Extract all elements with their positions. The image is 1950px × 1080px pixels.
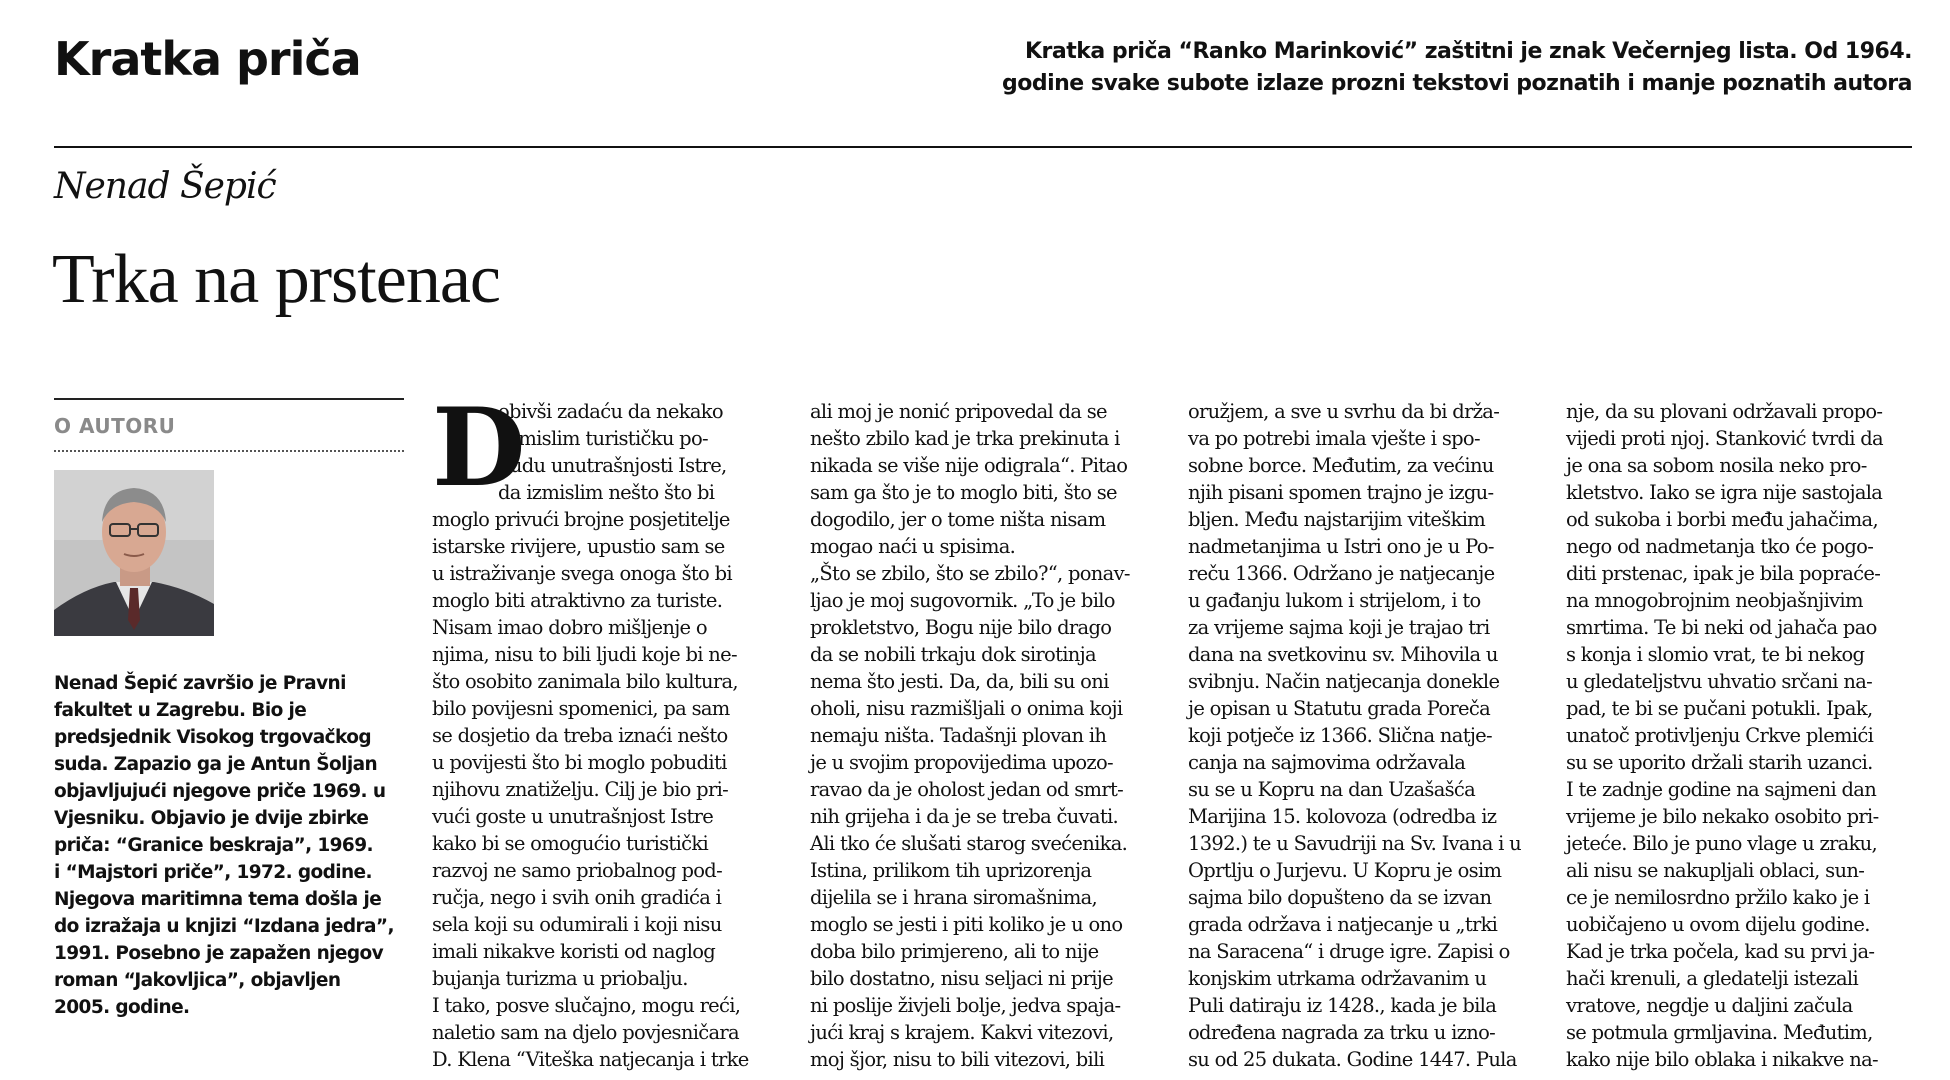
text-line: naletio sam na djelo povjesničara [432,1021,739,1044]
text-line: 1392.) te u Savudriji na Sv. Ivana i u [1188,832,1522,855]
text-line: jući kraj s krajem. Kakvi vitezovi, [810,1021,1114,1044]
text-line: jeteće. Bilo je puno vlage u zraku, [1566,832,1878,855]
column-body [432,385,782,1073]
bio-line: 2005. godine. [54,997,190,1018]
bio-line: 1991. Posebno je zapažen njegov [54,943,384,964]
dotted-divider [54,450,404,452]
description-line: godine svake subote izlaze prozni tekstovi poznatih i manje poznatih autora [1001,71,1912,96]
text-line: ni poslije živjeli bolje, jedva spaja- [810,994,1121,1017]
drop-cap: D [432,385,525,511]
text-line: oholi, nisu razmišljali o onima koji [810,697,1123,720]
text-line: istarske rivijere, upustio sam se [432,535,725,558]
bio-line: priča: “Granice beskraja”, 1969. [54,835,373,856]
article-column-3 [1188,398,1538,1073]
text-line: nemaju ništa. Tadašnji plovan ih [810,724,1107,747]
bio-line: suda. Zapazio ga je Antun Šoljan [54,754,378,775]
text-line: od sukoba i borbi među jahačima, [1566,508,1878,531]
text-line: svibnju. Način natjecanja donekle [1188,670,1500,693]
text-line: ali moj je nonić pripovedal da se [810,400,1107,423]
text-line: D. Klena “Viteška natjecanja i trke [432,1048,749,1071]
section-title: Kratka priča [54,32,361,86]
text-line: što osobito zanimala bilo kultura, [432,670,738,693]
text-line: imali nikakve koristi od naglog [432,940,716,963]
text-line: pad, te bi se pučani potukli. Ipak, [1566,697,1873,720]
author-photo [54,470,214,636]
text-line: smrtima. Te bi neki od jahača pao [1566,616,1877,639]
text-line: Puli datiraju iz 1428., kada je bila [1188,994,1497,1017]
text-line: osmislim turističku po- [498,427,708,450]
text-line: da se nobili trkaju dok sirotinja [810,643,1096,666]
text-line: diti prstenac, ipak je bila popraće- [1566,562,1881,585]
text-line: u povijesti što bi moglo pobuditi [432,751,727,774]
text-line: nego od nadmetanja tko će pogo- [1566,535,1874,558]
bio-line: roman “Jakovljica”, objavljen [54,970,341,991]
text-line: dana na svetkovinu sv. Mihovila u [1188,643,1498,666]
bio-line: fakultet u Zagrebu. Bio je [54,700,307,721]
section-description [912,36,1912,100]
text-line: na Saracena“ i druge igre. Zapisi o [1188,940,1510,963]
text-line: grada održava i natjecanje u „trki [1188,913,1498,936]
text-line: bljen. Među najstarijim viteškim [1188,508,1486,531]
text-line: sajma bilo dopušteno da se izvan [1188,886,1492,909]
author-portrait-image [54,470,214,636]
text-line: uobičajeno u ovom dijelu godine. [1566,913,1870,936]
article-headline: Trka na prstenac [52,241,500,318]
text-line: ali nisu se nakupljali oblaci, sun- [1566,859,1865,882]
text-line: njima, nisu to bili ljudi koje bi ne- [432,643,737,666]
text-line: na mnogobrojnim neobjašnjivim [1566,589,1863,612]
text-line: u gledateljstvu uhvatio srčani na- [1566,670,1873,693]
text-line: su od 25 dukata. Godine 1447. Pula [1188,1048,1517,1071]
text-line: nikada se više nije odigrala“. Pitao [810,454,1128,477]
text-line: nadmetanjima u Istri ono je u Po- [1188,535,1494,558]
text-line: vratove, negdje u daljini začula [1566,994,1853,1017]
text-line: ručja, nego i svih onih gradića i [432,886,722,909]
text-line: mogao naći u spisima. [810,535,1016,558]
text-line: oružjem, a sve u svrhu da bi drža- [1188,400,1500,423]
text-line: razvoj ne samo priobalnog pod- [432,859,722,882]
text-line: nje, da su plovani održavali propo- [1566,400,1883,423]
text-line: va po potrebi imala vješte i spo- [1188,427,1480,450]
text-line: je ona sa sobom nosila neko pro- [1566,454,1867,477]
author-byline: Nenad Šepić [54,166,276,207]
text-line: određena nagrada za trku u izno- [1188,1021,1495,1044]
article-column-1 [432,385,782,1073]
text-line: je opisan u Statutu grada Poreča [1188,697,1491,720]
text-line: dogodilo, jer o tome ništa nisam [810,508,1106,531]
text-line: kako bi se omogućio turistički [432,832,708,855]
text-line: ravao da je oholost jedan od smrt- [810,778,1123,801]
text-line: moglo privući brojne posjetitelje [432,508,730,531]
text-line: kako nije bilo oblaka i nikakve na- [1566,1048,1878,1071]
text-line: Nisam imao dobro mišljenje o [432,616,707,639]
article-column-2 [810,398,1160,1073]
author-bio [54,670,404,1021]
bio-line: do izražaja u knjizi “Izdana jedra”, [54,916,394,937]
text-line: sam ga što je to moglo biti, što se [810,481,1117,504]
text-line: za vrijeme sajma koji je trajao tri [1188,616,1490,639]
text-line: da izmislim nešto što bi [498,481,715,504]
description-line: Kratka priča “Ranko Marinković” zaštitni je znak Večernjeg lista. Od 1964. [1024,39,1912,64]
text-line: su se uporito držali starih uzanci. [1566,751,1873,774]
text-line: unatoč protivljenju Crkve plemići [1566,724,1874,747]
bio-line: i “Majstori priče”, 1972. godine. [54,862,372,883]
bio-line: Nenad Šepić završio je Pravni [54,673,346,694]
text-line: obivši zadaću da nekako [498,400,723,423]
text-line: reču 1366. Održano je natjecanje [1188,562,1495,585]
text-line: s konja i slomio vrat, te bi nekog [1566,643,1865,666]
text-line: se dosjetio da treba iznaći nešto [432,724,728,747]
text-line: moglo biti atraktivno za turiste. [432,589,723,612]
text-line: su se u Kopru na dan Uzašašća [1188,778,1476,801]
text-line: njihovu znatiželju. Cilj je bio pri- [432,778,729,801]
text-line: bujanja turizma u priobalju. [432,967,688,990]
text-line: u istraživanje svega onoga što bi [432,562,732,585]
text-line: I tako, posve slučajno, mogu reći, [432,994,741,1017]
bio-line: Njegova maritimna tema došla je [54,889,382,910]
text-line: Istina, prilikom tih uprizorenja [810,859,1092,882]
text-line: „Što se zbilo, što se zbilo?“, ponav- [810,562,1130,585]
text-line: bilo povijesni spomenici, pa sam [432,697,730,720]
text-line: sela koji su odumirali i koji nisu [432,913,722,936]
text-line: ce je nemilosrdno pržilo kako je i [1566,886,1870,909]
text-line: I te zadnje godine na sajmeni dan [1566,778,1877,801]
bio-line: predsjednik Visokog trgovačkog [54,727,371,748]
text-line: nih grijeha i da je se treba čuvati. [810,805,1119,828]
text-line: canja na sajmovima održavala [1188,751,1466,774]
sidebar-label: O AUTORU [54,414,176,438]
header-divider [54,146,1912,148]
text-line: vući goste u unutrašnjost Istre [432,805,714,828]
text-line: koji potječe iz 1366. Slična natje- [1188,724,1492,747]
text-line: moj šjor, nisu to bili vitezovi, bili [810,1048,1105,1071]
text-line: vijedi proti njoj. Stanković tvrdi da [1566,427,1883,450]
text-line: kletstvo. Iako se igra nije sastojala [1566,481,1883,504]
text-line: nema što jesti. Da, da, bili su oni [810,670,1109,693]
text-line: nešto zbilo kad je trka prekinuta i [810,427,1120,450]
text-line: njih pisani spomen trajno je izgu- [1188,481,1494,504]
text-line: se potmula grmljavina. Međutim, [1566,1021,1873,1044]
text-line: u gađanju lukom i strijelom, i to [1188,589,1481,612]
text-line: moglo se jesti i piti koliko je u ono [810,913,1123,936]
text-line: prokletstvo, Bogu nije bilo drago [810,616,1112,639]
text-line: Kad je trka počela, kad su prvi ja- [1566,940,1875,963]
text-line: ljao je moj sugovornik. „To je bilo [810,589,1115,612]
text-line: hači krenuli, a gledatelji istezali [1566,967,1858,990]
author-sidebar [54,398,404,1021]
text-line: nudu unutrašnjosti Istre, [498,454,727,477]
text-line: dijelila se i hrana siromašnima, [810,886,1098,909]
text-line: Ali tko će slušati starog svećenika. [810,832,1128,855]
text-line: je u svojim propovijedima upozo- [810,751,1113,774]
text-line: doba bilo primjereno, ali to nije [810,940,1099,963]
text-line: bilo dostatno, nisu seljaci ni prije [810,967,1113,990]
bio-line: objavljujući njegove priče 1969. u [54,781,386,802]
sidebar-divider [54,398,404,400]
article-column-4 [1566,398,1916,1073]
text-line: vrijeme je bilo nekako osobito pri- [1566,805,1879,828]
text-line: sobne borce. Međutim, za većinu [1188,454,1494,477]
text-line: Oprtlju o Jurjevu. U Kopru je osim [1188,859,1502,882]
text-line: Marijina 15. kolovoza (odredba iz [1188,805,1497,828]
text-line: konjskim utrkama održavanim u [1188,967,1487,990]
bio-line: Vjesniku. Objavio je dvije zbirke [54,808,369,829]
